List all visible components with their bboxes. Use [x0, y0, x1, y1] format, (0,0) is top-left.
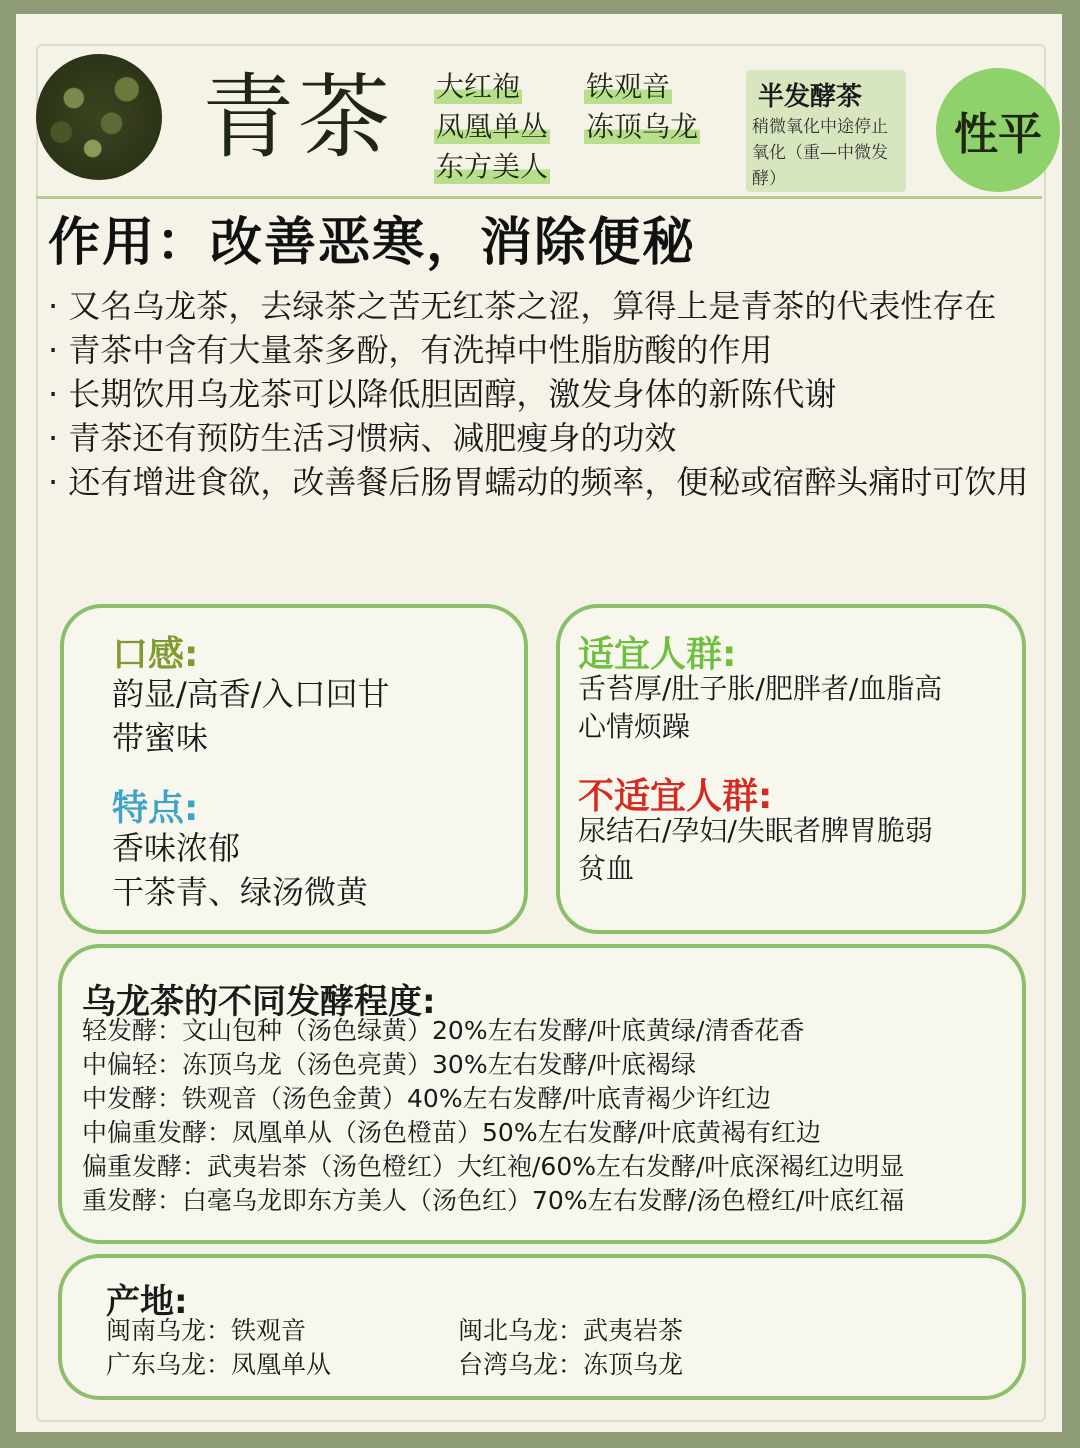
- taste-features-box: [60, 604, 528, 934]
- taste-line: 带蜜味: [112, 719, 209, 757]
- suitable-label: 适宜人群:: [578, 634, 737, 675]
- origin-box: [58, 1254, 1026, 1400]
- description-item: · 又名乌龙茶，去绿茶之苦无红茶之涩，算得上是青茶的代表性存在: [48, 287, 997, 325]
- ferment-type-box: [746, 70, 906, 192]
- taste-label: 口感:: [112, 634, 199, 675]
- fermentation-row: 重发酵：白毫乌龙即东方美人（汤色红）70%左右发酵/汤色橙红/叶底红福: [82, 1186, 905, 1215]
- nature-badge: 性平: [936, 68, 1060, 192]
- taste-line: 韵显/高香/入口回甘: [112, 675, 390, 713]
- header: [36, 46, 1042, 199]
- fermentation-row: 中偏轻：冻顶乌龙（汤色亮黄）30%左右发酵/叶底褐绿: [82, 1050, 696, 1079]
- description-item: · 青茶还有预防生活习惯病、减肥瘦身的功效: [48, 419, 677, 457]
- description-item: · 还有增进食欲，改善餐后肠胃蠕动的频率，便秘或宿醉头痛时可饮用: [48, 463, 1029, 501]
- origin-item: 台湾乌龙：冻顶乌龙: [458, 1350, 684, 1379]
- features-line: 干茶青、绿汤微黄: [112, 873, 369, 911]
- unsuitable-label: 不适宜人群:: [578, 776, 773, 817]
- suitable-line: 舌苔厚/肚子胀/肥胖者/血脂高: [578, 672, 943, 705]
- features-label: 特点:: [112, 788, 199, 829]
- page-title: 青茶: [202, 64, 395, 171]
- fermentation-box: [58, 944, 1026, 1244]
- ferment-type-title: 半发酵茶: [758, 82, 863, 112]
- description-item: · 青茶中含有大量茶多酚，有洗掉中性脂肪酸的作用: [48, 331, 773, 369]
- features-line: 香味浓郁: [112, 829, 241, 867]
- variety-item: 大红袍: [436, 70, 521, 103]
- unsuitable-line: 尿结石/孕妇/失眠者脾胃脆弱: [578, 814, 933, 847]
- fermentation-row: 偏重发酵：武夷岩茶（汤色橙红）大红袍/60%左右发酵/叶底深褐红边明显: [82, 1152, 905, 1181]
- fermentation-title: 乌龙茶的不同发酵程度:: [82, 982, 436, 1022]
- unsuitable-line: 贫血: [578, 852, 635, 885]
- origin-item: 闽北乌龙：武夷岩茶: [458, 1316, 684, 1345]
- effect-heading: 作用：改善恶寒，消除便秘: [48, 213, 697, 273]
- tea-leaves-image: [36, 54, 162, 180]
- description-item: · 长期饮用乌龙茶可以降低胆固醇，激发身体的新陈代谢: [48, 375, 837, 413]
- fermentation-row: 轻发酵：文山包种（汤色绿黄）20%左右发酵/叶底黄绿/清香花香: [82, 1016, 805, 1045]
- origin-title: 产地:: [106, 1282, 188, 1322]
- variety-item: 冻顶乌龙: [586, 110, 699, 143]
- fermentation-row: 中发酵：铁观音（汤色金黄）40%左右发酵/叶底青褐少许红边: [82, 1084, 771, 1113]
- fermentation-list: [82, 1014, 1012, 1218]
- origin-item: 广东乌龙：凤凰单从: [106, 1350, 332, 1379]
- ferment-type-desc: 稍微氧化中途停止氧化（重—中微发酵）: [752, 117, 888, 189]
- variety-item: 凤凰单丛: [436, 110, 549, 143]
- suitable-line: 心情烦躁: [578, 710, 691, 743]
- origin-item: 闽南乌龙：铁观音: [106, 1316, 307, 1345]
- variety-item: 东方美人: [436, 150, 549, 183]
- audience-box: [556, 604, 1026, 934]
- variety-item: 铁观音: [586, 70, 671, 103]
- fermentation-row: 中偏重发酵：凤凰单从（汤色橙苗）50%左右发酵/叶底黄褐有红边: [82, 1118, 821, 1147]
- description-list: [48, 284, 1038, 504]
